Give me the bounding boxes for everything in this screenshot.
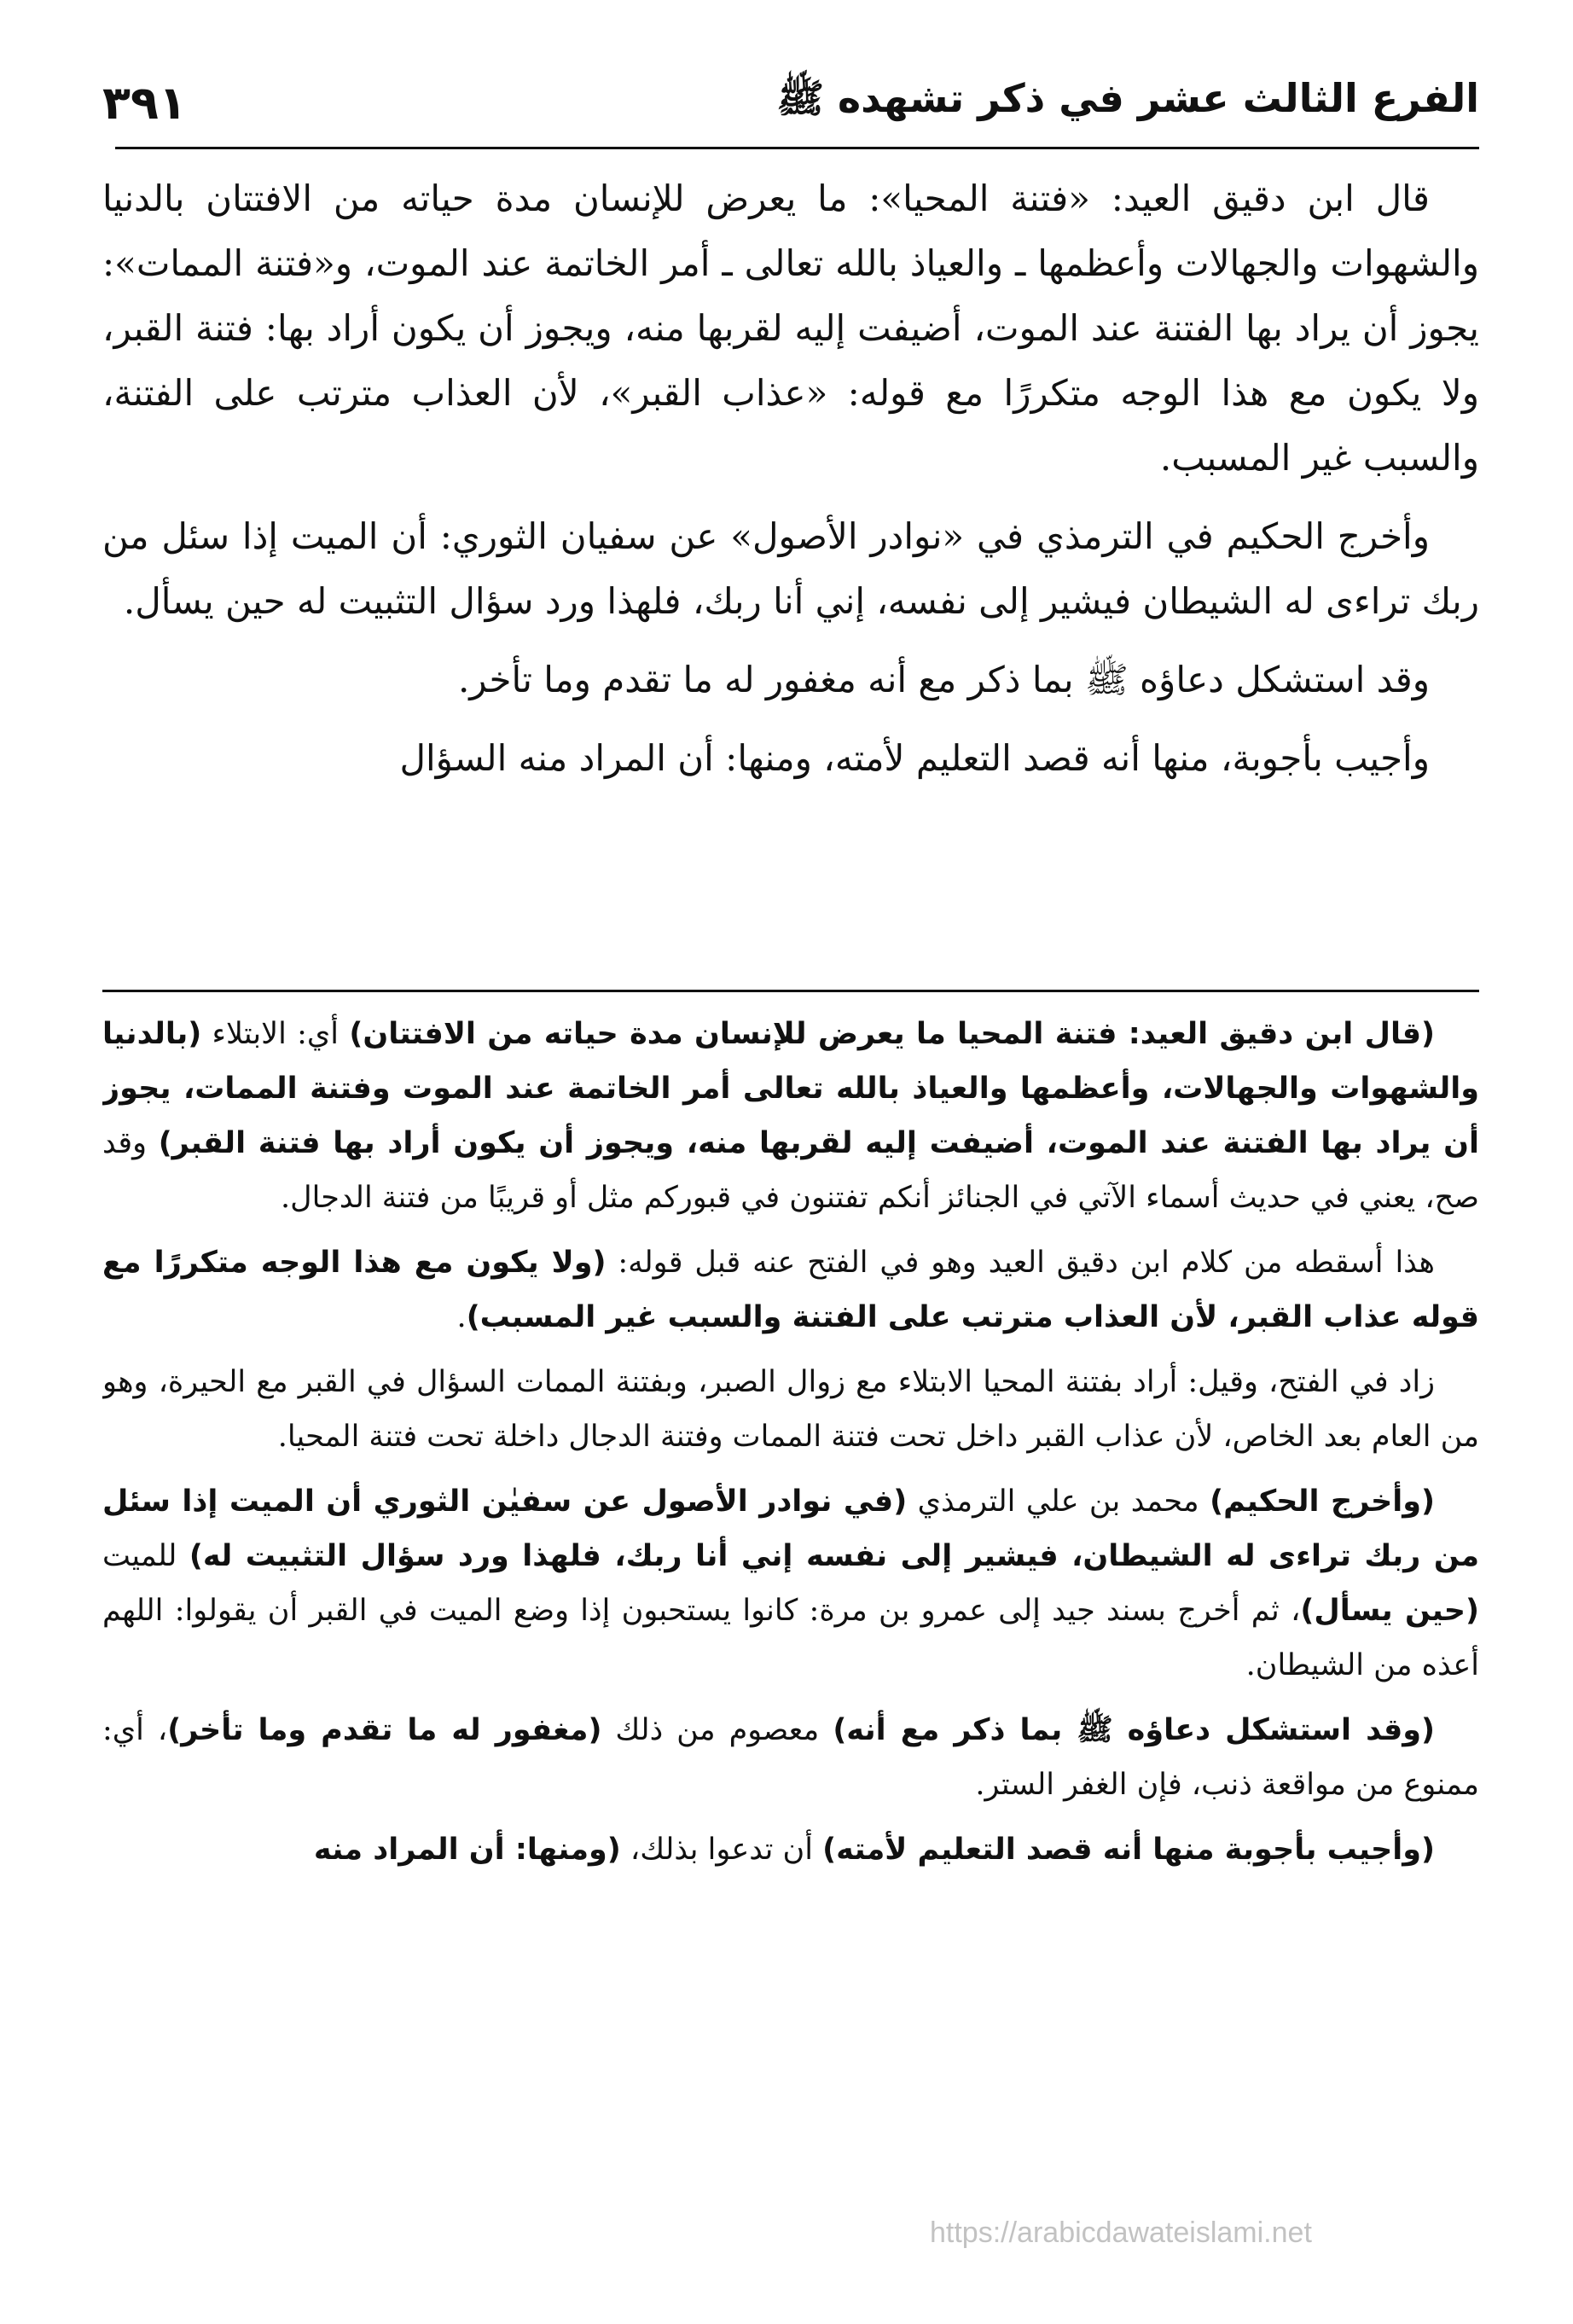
commentary-paragraph xyxy=(102,1474,1479,1693)
quoted-text: (بالدنيا والشهوات والجهالات، وأعظمها والعياذ بالله تعالى أمر الخاتمة عند الموت وفتنة الممات، يجوز أن يراد بها الفتنة عند الموت، أضيفت إليه لقربها منه، ويجوز أن يكون أراد بها فتنة القبر) xyxy=(102,1017,1479,1160)
commentary-paragraph xyxy=(102,1355,1479,1464)
explanation-text: أن تدعوا بذلك، xyxy=(620,1833,823,1867)
main-text xyxy=(102,166,1479,968)
commentary-paragraph xyxy=(102,1822,1479,1877)
explanation-text: ، أي: ممنوع من مواقعة ذنب، فإن الغفر الستر. xyxy=(102,1713,1479,1802)
quoted-text: (وأجيب بأجوبة منها أنه قصد التعليم لأمته) xyxy=(822,1833,1435,1867)
explanation-text: معصوم من ذلك xyxy=(601,1713,833,1747)
explanation-text: . xyxy=(456,1300,467,1334)
main-paragraph: وقد استشكل دعاؤه ﷺ بما ذكر مع أنه مغفور له ما تقدم وما تأخر. xyxy=(457,659,1430,700)
running-header xyxy=(102,60,1479,145)
quoted-text: (قال ابن دقيق العيد: فتنة المحيا ما يعرض للإنسان مدة حياته من الافتتان) xyxy=(349,1017,1435,1051)
commentary-divider xyxy=(102,990,1479,992)
commentary-paragraph xyxy=(102,1007,1479,1225)
header-divider xyxy=(115,147,1479,149)
quoted-text: (وأخرج الحكيم) xyxy=(1210,1484,1435,1519)
page-number: ٣٩١ xyxy=(102,75,187,130)
explanation-text: أي: الابتلاء xyxy=(201,1017,350,1051)
commentary-section xyxy=(102,1007,1479,2167)
main-paragraph: قال ابن دقيق العيد: «فتنة المحيا»: ما يعرض للإنسان مدة حياته من الافتتان بالدنيا والشهوات والجهالات وأعظمها ـ والعياذ بالله تعالى ـ أمر الخاتمة عند الموت، و«فتنة الممات»: يجوز أن يراد بها الفتنة عند الموت، أضيفت إليه لقربها منه، ويجوز أن يكون أراد بها: فتنة القبر، ولا يكون مع هذا الوجه متكررًا مع قوله: «عذاب القبر»، لأن العذاب مترتب على الفتنة، والسبب غير المسبب. xyxy=(102,177,1479,479)
quoted-text: (حين يسأل) xyxy=(1300,1594,1479,1628)
quoted-text: (في نوادر الأصول عن سفيٰن الثوري أن الميت إذا سئل من ربك تراءى له الشيطان، فيشير إلى نفسه إني أنا ربك، فلهذا ورد سؤال التثبيت له) xyxy=(102,1484,1479,1573)
commentary-paragraph xyxy=(102,1235,1479,1345)
explanation-text: وقد صح، يعني في حديث أسماء الآتي في الجنائز أنكم تفتنون في قبوركم مثل أو قريبًا من فتنة الدجال. xyxy=(102,1126,1479,1215)
main-paragraph: وأخرج الحكيم في الترمذي في «نوادر الأصول» عن سفيان الثوري: أن الميت إذا سئل من ربك تراءى له الشيطان فيشير إلى نفسه، إني أنا ربك، فلهذا ورد سؤال التثبيت له حين يسأل. xyxy=(102,515,1479,622)
explanation-text: زاد في الفتح، وقيل: أراد بفتنة المحيا الابتلاء مع زوال الصبر، وبفتنة الممات السؤال في القبر مع الحيرة، وهو من العام بعد الخاص، لأن عذاب القبر داخل تحت فتنة الممات وفتنة الدجال داخلة تحت فتنة المحيا. xyxy=(102,1365,1479,1454)
explanation-text: هذا أسقطه من كلام ابن دقيق العيد وهو في الفتح عنه قبل قوله: xyxy=(606,1246,1435,1280)
explanation-text: للميت xyxy=(102,1539,189,1573)
watermark-url: https://arabicdawateislami.net xyxy=(930,2217,1312,2249)
chapter-title: الفرع الثالث عشر في ذكر تشهده ﷺ xyxy=(776,74,1479,121)
quoted-text: (ولا يكون مع هذا الوجه متكررًا مع قوله عذاب القبر، لأن العذاب مترتب على الفتنة والسبب غير المسبب) xyxy=(102,1246,1479,1334)
quoted-text: (وقد استشكل دعاؤه ﷺ بما ذكر مع أنه) xyxy=(833,1713,1435,1747)
explanation-text: محمد بن علي الترمذي xyxy=(907,1484,1210,1519)
quoted-text: (مغفور له ما تقدم وما تأخر) xyxy=(167,1713,602,1747)
explanation-text: ، ثم أخرج بسند جيد إلى عمرو بن مرة: كانوا يستحبون إذا وضع الميت في القبر أن يقولوا: اللهم أعذه من الشيطان. xyxy=(102,1594,1479,1682)
main-paragraph: وأجيب بأجوبة، منها أنه قصد التعليم لأمته، ومنها: أن المراد منه السؤال xyxy=(399,737,1430,779)
commentary-paragraph xyxy=(102,1703,1479,1812)
quoted-text: (ومنها: أن المراد منه xyxy=(313,1833,621,1867)
